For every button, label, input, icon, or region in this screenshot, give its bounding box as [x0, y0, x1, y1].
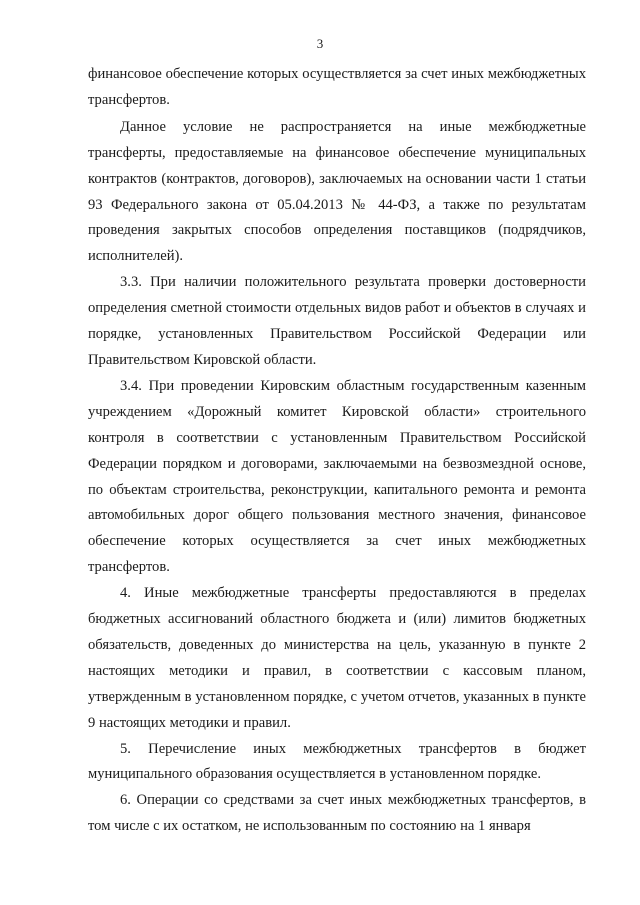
- paragraph-exception: Данное условие не распространяется на иные межбюджетные трансферты, предоставляемые на финансовое обеспечение муниципальных контрактов (контрактов, договоров), заключаемых на основании части 1 статьи 93 Федерального закона от 05.04.2013 № 44-ФЗ, а также по результатам проведения закрытых способов определения поставщиков (подрядчиков, исполнителей).: [88, 118, 586, 265]
- paragraph-4: 4. Иные межбюджетные трансферты предоставляются в пределах бюджетных ассигнований областного бюджета и (или) лимитов бюджетных обязательств, доведенных до министерства на цель, указанную в пункте 2 настоящих методики и правил, в соответствии с кассовым планом, утвержденным в установленном порядке, с учетом отчетов, указанных в пункте 9 настоящих методики и правил.: [88, 585, 586, 731]
- page-number: 3: [316, 36, 324, 51]
- paragraph-5: 5. Перечисление иных межбюджетных трансфертов в бюджет муниципального образования осуществляется в установленном порядке.: [88, 740, 586, 783]
- paragraph-6: 6. Операции со средствами за счет иных межбюджетных трансфертов, в том числе с их остатком, не использованным по состоянию на 1 января: [88, 792, 586, 835]
- paragraph-continuation: финансовое обеспечение которых осуществляется за счет иных межбюджетных трансфертов.: [88, 66, 586, 108]
- paragraph-3-3: 3.3. При наличии положительного результата проверки достоверности определения сметной стоимости отдельных видов работ и объектов в случаях и порядке, установленных Правительством Российской Федерации или Правительством Кировской области.: [88, 274, 586, 368]
- document-body: [88, 62, 586, 840]
- paragraph-3-4: 3.4. При проведении Кировским областным государственным казенным учреждением «Дорожный комитет Кировской области» строительного контроля в соответствии с установленным Правительством Российской Федерации порядком и договорами, заключаемыми на безвозмездной основе, по объектам строительства, реконструкции, капитального ремонта и ремонта автомобильных дорог общего пользования местного значения, финансовое обеспечение которых осуществляется за счет иных межбюджетных трансфертов.: [88, 377, 586, 576]
